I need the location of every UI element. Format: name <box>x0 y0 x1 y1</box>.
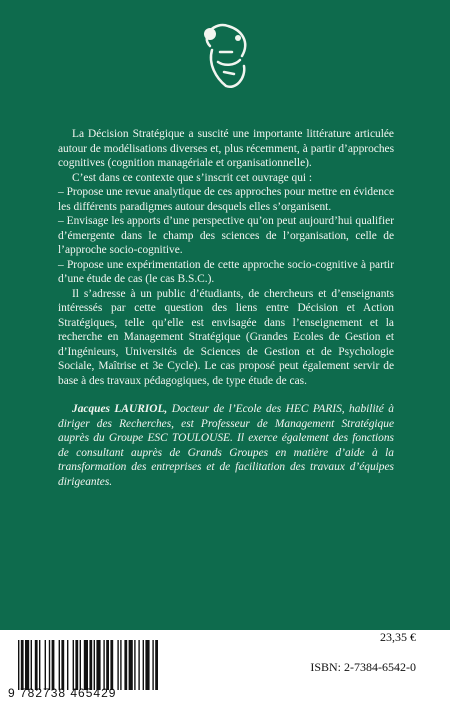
author-bio <box>58 402 394 489</box>
barcode-bar <box>59 640 60 690</box>
barcode-bar <box>155 640 158 690</box>
barcode-bar <box>49 640 50 690</box>
back-cover-text <box>58 127 394 489</box>
barcode-bar <box>124 640 127 690</box>
barcode-bar <box>31 640 32 690</box>
context-paragraph: C’est dans ce contexte que s’inscrit cet ouvrage qui : <box>72 171 313 184</box>
barcode-bar <box>110 640 113 690</box>
barcode-bar <box>94 640 95 690</box>
isbn-label: ISBN: 2-7384-6542-0 <box>310 660 416 674</box>
barcode-bar <box>89 640 92 690</box>
barcode-bar <box>21 640 24 690</box>
author-name: Jacques LAURIOL, <box>72 403 168 415</box>
barcode-bar <box>80 640 81 690</box>
barcode-bar <box>45 640 46 690</box>
barcode-bar <box>75 640 78 690</box>
point-paragraph-1: – Propose une revue analytique de ces approches pour mettre en évidence les différents paradigmes autour desquels elles s’organisent. <box>58 186 394 213</box>
barcode-bar <box>25 640 29 690</box>
barcode-bar <box>152 640 153 690</box>
barcode-bar <box>67 640 68 690</box>
barcode-icon <box>16 640 246 690</box>
barcode-bar <box>39 640 40 690</box>
barcode-bar <box>117 640 118 690</box>
point-paragraph-3: – Propose une expérimentation de cette approche socio-cognitive à partir d’une étude de cas (le cas B.S.C.). <box>58 258 394 285</box>
barcode-digits: 9 782738 465429 <box>8 686 117 700</box>
barcode-bar <box>129 640 133 690</box>
audience-paragraph: Il s’adresse à un public d’étudiants, de chercheurs et d’enseignants intéressés par cette question des liens entre Décision et Action Stratégiques, telle qu’elle est envisagée dans l’enseignement et la recherche en Management Stratégique (Grandes Ecoles de Gestion et d’Ingénieurs, Universités de Sciences de Gestion et de Psychologie Sociale, Maîtrise et 3e Cycle). Le cas proposé peut également servir de base à des travaux pédagogiques, de type étude de cas. <box>58 287 394 387</box>
barcode-bar <box>103 640 104 690</box>
barcode-bar <box>145 640 149 690</box>
intro-paragraph: La Décision Stratégique a suscité une importante littérature articulée autour de modélisations diverses et, plus récemment, à partir d’approches cognitives (cognition managériale et organisationnelle). <box>58 128 394 169</box>
barcode-bar <box>84 640 88 690</box>
author-bio-text: Docteur de l’Ecole des HEC PARIS, habilité à diriger des Recherches, est Professeur de Management Stratégique auprès du Groupe ESC TOULOUSE. Il exerce également des fonctions de consultant auprès de Grands Groupes en matière d’aide à la transformation des entreprises et de facilitation des travaux d’équipes dirigeantes. <box>58 403 395 488</box>
barcode-bar <box>35 640 38 690</box>
barcode-bar <box>73 640 74 690</box>
price-label: 23,35 € <box>380 630 416 644</box>
barcode-bar <box>134 640 135 690</box>
point-paragraph-2: – Envisage les apports d’une perspective qu’on peut aujourd’hui qualifier d’émergente dans le champ des sciences de l’organisation, celle de l’approche socio-cognitive. <box>58 215 394 256</box>
publisher-logo-icon <box>190 16 260 96</box>
barcode-bar <box>143 640 144 690</box>
barcode-bar <box>61 640 64 690</box>
barcode-bar <box>120 640 121 690</box>
barcode-bar <box>18 640 19 690</box>
barcode-bar <box>52 640 55 690</box>
barcode-bar <box>96 640 100 690</box>
barcode-bar <box>106 640 109 690</box>
barcode-bar <box>138 640 139 690</box>
